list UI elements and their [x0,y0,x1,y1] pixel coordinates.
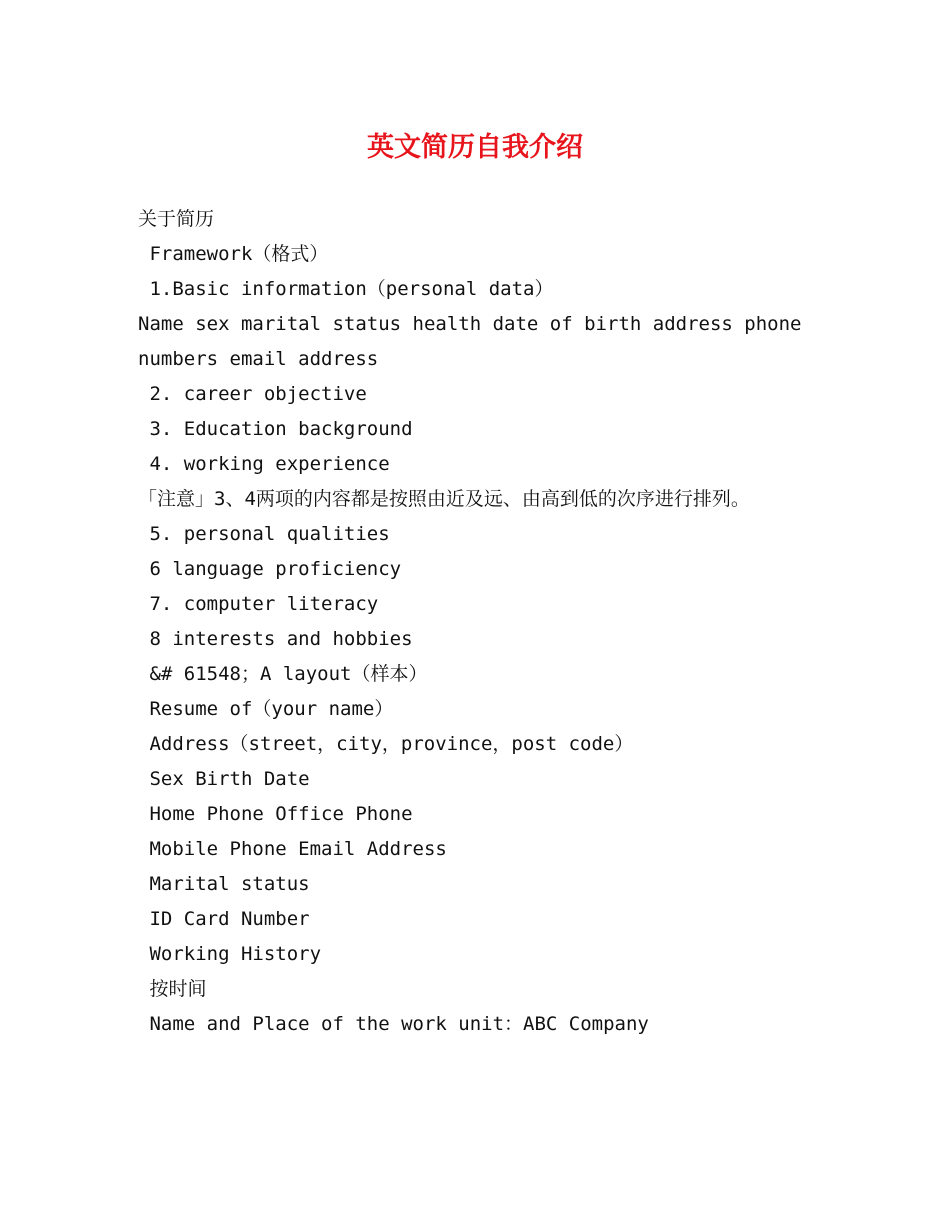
interests-hobbies-item: 8 interests and hobbies [138,628,413,650]
ordering-note [138,482,812,517]
marital-status-line: Marital status [138,873,310,895]
basic-information-item: 1.Basic information（personal data） [138,278,554,300]
document-body [138,202,812,1042]
ordering-note-text: 「注意」3、4两项的内容都是按照由近及远、由高到低的次序进行排列。 [138,488,750,510]
id-card-line: ID Card Number [138,908,310,930]
basic-information-fields [138,307,812,377]
basic-information-fields-text: Name sex marital status health date of birth address phone numbers email address [138,313,802,370]
work-unit-line: Name and Place of the work unit：ABC Company [138,1013,649,1035]
personal-qualities-item: 5. personal qualities [138,523,390,545]
resume-of-line: Resume of（your name） [138,698,394,720]
career-objective-item: 2. career objective [138,383,367,405]
framework-heading: Framework（格式） [138,243,329,265]
mobile-email-line: Mobile Phone Email Address [138,838,447,860]
sex-birth-date-line: Sex Birth Date [138,768,310,790]
working-experience-item: 4. working experience [138,453,390,475]
computer-literacy-item: 7. computer literacy [138,593,379,615]
phone-line: Home Phone Office Phone [138,803,413,825]
section-heading-about-resume: 关于简历 [138,208,215,230]
address-line: Address（street，city，province，post code） [138,733,634,755]
document-title: 英文简历自我介绍 [367,132,583,163]
education-background-item: 3. Education background [138,418,413,440]
working-history-line: Working History [138,943,322,965]
layout-sample-heading: &# 61548；A layout（样本） [138,663,428,685]
language-proficiency-item: 6 language proficiency [138,558,402,580]
by-time-line: 按时间 [138,978,207,1000]
